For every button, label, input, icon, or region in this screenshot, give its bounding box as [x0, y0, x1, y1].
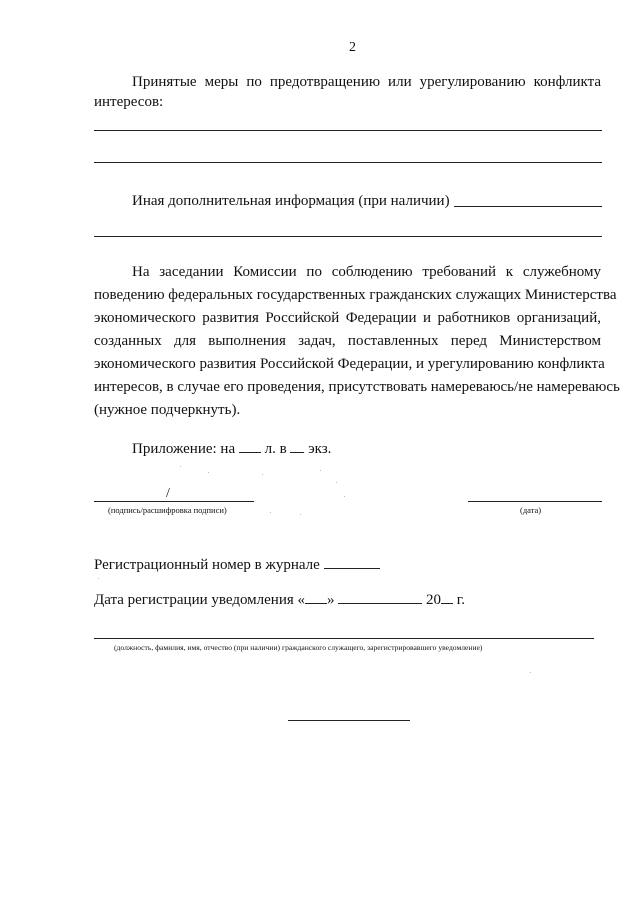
appendix-pages-blank — [239, 438, 261, 453]
measures-line-1: Принятые меры по предотвращению или урегулированию конфликта — [132, 74, 601, 90]
registration-year-prefix: 20 — [426, 592, 442, 608]
date-caption: (дата) — [520, 505, 542, 515]
signature-caption: (подпись/расшифровка подписи) — [108, 505, 227, 515]
date-line — [468, 501, 602, 502]
measures-blank-line-2 — [94, 162, 602, 163]
signature-line — [94, 501, 254, 502]
appendix-line — [132, 438, 331, 461]
commission-line-2: поведению федеральных государственных гражданских служащих Министерства — [94, 287, 617, 303]
appendix-middle: л. в — [264, 441, 287, 457]
registration-month-blank — [338, 589, 422, 604]
registration-year-suffix: г. — [456, 592, 465, 608]
appendix-suffix: экз. — [308, 441, 332, 457]
extra-info-blank-inline — [454, 206, 602, 207]
closing-separator — [288, 720, 410, 721]
extra-info-blank-line — [94, 236, 602, 237]
page-number: 2 — [349, 40, 356, 55]
registration-date-line — [94, 589, 465, 612]
commission-line-1: На заседании Комиссии по соблюдению требований к служебному — [132, 264, 601, 280]
registration-number-line — [94, 554, 380, 577]
registration-number-label: Регистрационный номер в журнале — [94, 557, 320, 573]
registration-date-label: Дата регистрации уведомления « — [94, 592, 306, 608]
appendix-copies-blank — [290, 438, 304, 453]
registration-number-blank — [324, 554, 380, 569]
measures-blank-line-1 — [94, 130, 602, 131]
measures-line-2: интересов: — [94, 94, 164, 110]
extra-info-label: Иная дополнительная информация (при наличии) — [132, 193, 450, 209]
official-line — [94, 638, 594, 639]
registration-date-close: » — [327, 592, 335, 608]
registration-year-blank — [441, 589, 453, 604]
commission-line-4: созданных для выполнения задач, поставленных перед Министерством — [94, 333, 601, 349]
official-caption: (должность, фамилия, имя, отчество (при наличии) гражданского служащего, зарегистрировавшего уведомление) — [114, 643, 483, 652]
commission-line-3: экономического развития Российской Федерации и работников организаций, — [94, 310, 601, 326]
commission-line-7: (нужное подчеркнуть). — [94, 402, 241, 418]
commission-line-6: интересов, в случае его проведения, присутствовать намереваюсь/не намереваюсь — [94, 379, 620, 395]
registration-day-blank — [305, 589, 327, 604]
signature-slash: / — [166, 486, 170, 501]
commission-line-5: экономического развития Российской Федерации, и урегулированию конфликта — [94, 356, 605, 372]
appendix-prefix: Приложение: на — [132, 441, 236, 457]
